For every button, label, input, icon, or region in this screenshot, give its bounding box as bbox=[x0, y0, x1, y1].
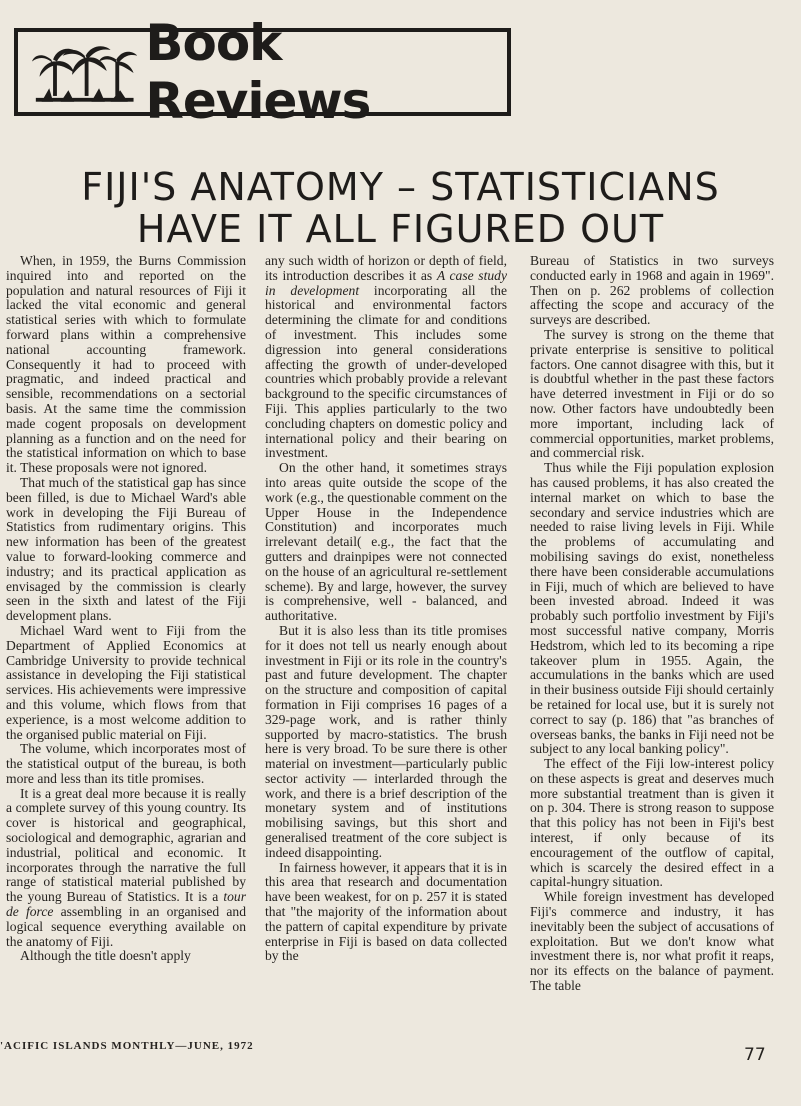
article-column-1 bbox=[6, 254, 246, 964]
text-run: incorporating all the historical and environmental factors determining the climate for and conditions of investment. This includes some digression into general considerations affecting the growth of under-developed countries which probably provide a relevant background to the specific circumstances of Fiji. This applies particularly to the two concluding chapters on domestic policy and international policy and their bearing on investment. bbox=[265, 282, 507, 461]
article-column-2 bbox=[265, 254, 507, 964]
paragraph: The effect of the Fiji low-interest policy on these aspects is great and deserves much more substantial treatment than is given it on p. 304. There is strong reason to suppose that this policy has not been in Fiji's best interest, if only because of its encouragement of the outflow of capital, which is scarcely the desired effect in a capital-hungry situation. bbox=[530, 756, 774, 890]
paragraph bbox=[6, 787, 246, 950]
text-run: It is a great deal more because it is really a complete survey of this young country. Its cover is historical and geographical, sociological and demographic, agrarian and industrial, political and economic. It incorporates through the narrative the full range of statistical material published by the young Bureau of Statistics. It is a bbox=[6, 785, 246, 905]
paragraph: That much of the statistical gap has since been filled, is due to Michael Ward's able work in developing the Fiji Bureau of Statistics from rudimentary origins. This new information has been of the greatest value to forward-looking commerce and industry; and its practical application as envisaged by the commission is clearly seen in the sixth and latest of the Fiji development plans. bbox=[6, 474, 246, 624]
section-title: Book Reviews bbox=[145, 14, 371, 130]
paragraph: Although the title doesn't apply bbox=[20, 948, 191, 964]
paragraph: In fairness however, it appears that it is in this area that research and documentation have been weakest, for on p. 257 it is stated that "the majority of the information about the pattern of capital expenditure by private enterprise in Fiji is based on data collected by the bbox=[265, 859, 507, 964]
palm-tree-icon bbox=[32, 37, 137, 107]
paragraph: But it is also less than its title promises for it does not tell us nearly enough about investment in Fiji or its role in the country's past and future development. The chapter on the structure and composition of capital formation in Fiji comprises 16 pages of a 329-page work, and is rather thinly supported by macro-statistics. The brush here is very broad. To be sure there is other material on investment—particularly public sector activity — interlarded through the work, and there is a brief description of the monetary system and of institutions mobilising savings, but this short and generalised treatment of the core subject is indeed disappointing. bbox=[265, 622, 507, 860]
emphasis-text: tour de force bbox=[6, 889, 246, 920]
paragraph: Thus while the Fiji population explosion has caused problems, it has also created the internal market on which to base the secondary and service industries which are needed to raise living levels in Fiji. While the problems of accumulating and mobilising savings do exist, nonetheless there have been considerable accumulations in Fiji, much of which are believed to have been invested abroad. Indeed it was probably such portfolio investment by Fiji's most successful native company, Morris Hedstrom, which led to its becoming a ripe takeover plum in 1955. Again, the accumulations in the banks which are used in their business outside Fiji should certainly be retained for local use, but it is surely not correct to say (p. 186) that "as branches of overseas banks, the banks in Fiji need not be subject to any local banking policy". bbox=[530, 460, 774, 757]
paragraph: While foreign investment has developed Fiji's commerce and industry, it has inevitably been the subject of accusations of exploitation. But we don't know what investment there is, nor what profit it reaps, nor its effects on the balance of payment. The table bbox=[530, 889, 774, 994]
section-header bbox=[14, 14, 511, 130]
paragraph: Michael Ward went to Fiji from the Department of Applied Economics at Cambridge University to provide technical assistance in developing the Fiji statistical services. His achievements were impressive and this volume, which flows from that experience, is a most welcome addition to the organised public material on Fiji. bbox=[6, 622, 246, 742]
page-footer: 'ACIFIC ISLANDS MONTHLY—JUNE, 1972 bbox=[0, 1040, 254, 1052]
text-run: assembling in an organised and logical sequence everything available on the anatomy of Fiji. bbox=[6, 904, 247, 949]
paragraph: Bureau of Statistics in two surveys conducted early in 1968 and again in 1969". Then on p. 262 problems of collection affecting the scope and accuracy of the surveys are described. bbox=[530, 253, 774, 328]
paragraph: When, in 1959, the Burns Commission inquired into and reported on the population and natural resources of Fiji it lacked the vital economic and general statistical series with which to formulate forward plans within a comprehensive national accounting framework. Consequently it had to proceed with pragmatic, and indeed practical and sensible, recommendations on a sectorial basis. At the same time the commission made cogent proposals on development planning as a function and on the need for the statistical information on which to base it. These proposals were not ignored. bbox=[6, 253, 246, 476]
text-run: any such width of horizon or depth of field, its introduction describes it as bbox=[265, 253, 507, 283]
paragraph bbox=[265, 254, 507, 461]
headline-line-1: FIJI'S ANATOMY – STATISTICIANS bbox=[81, 165, 720, 209]
article-headline bbox=[20, 166, 781, 250]
article-column-3 bbox=[530, 254, 774, 994]
headline-line-2: HAVE IT ALL FIGURED OUT bbox=[136, 207, 665, 251]
paragraph: The survey is strong on the theme that private enterprise is sensitive to political factors. One cannot disagree with this, but it is doubtful whether in the past these factors have deterred investment in Fiji or do so now. Other factors have undoubtedly been more important, including lack of commercial opportunities, market problems, and commercial risk. bbox=[530, 326, 774, 461]
page-number: 77 bbox=[744, 1045, 766, 1065]
emphasis-text: A case study in development bbox=[265, 267, 507, 298]
paragraph: The volume, which incorporates most of the statistical output of the bureau, is both more and less than its title promises. bbox=[6, 741, 246, 786]
paragraph: On the other hand, it sometimes strays into areas quite outside the scope of the work (e.g., the questionable comment on the Upper House in the Independence Constitution) and incorporates much irrelevant detail( e.g., the fact that the gutters and drainpipes were not connected on the house of an agricultural re-settlement scheme). By and large, however, the survey is comprehensive, well - balanced, and authoritative. bbox=[265, 460, 507, 624]
